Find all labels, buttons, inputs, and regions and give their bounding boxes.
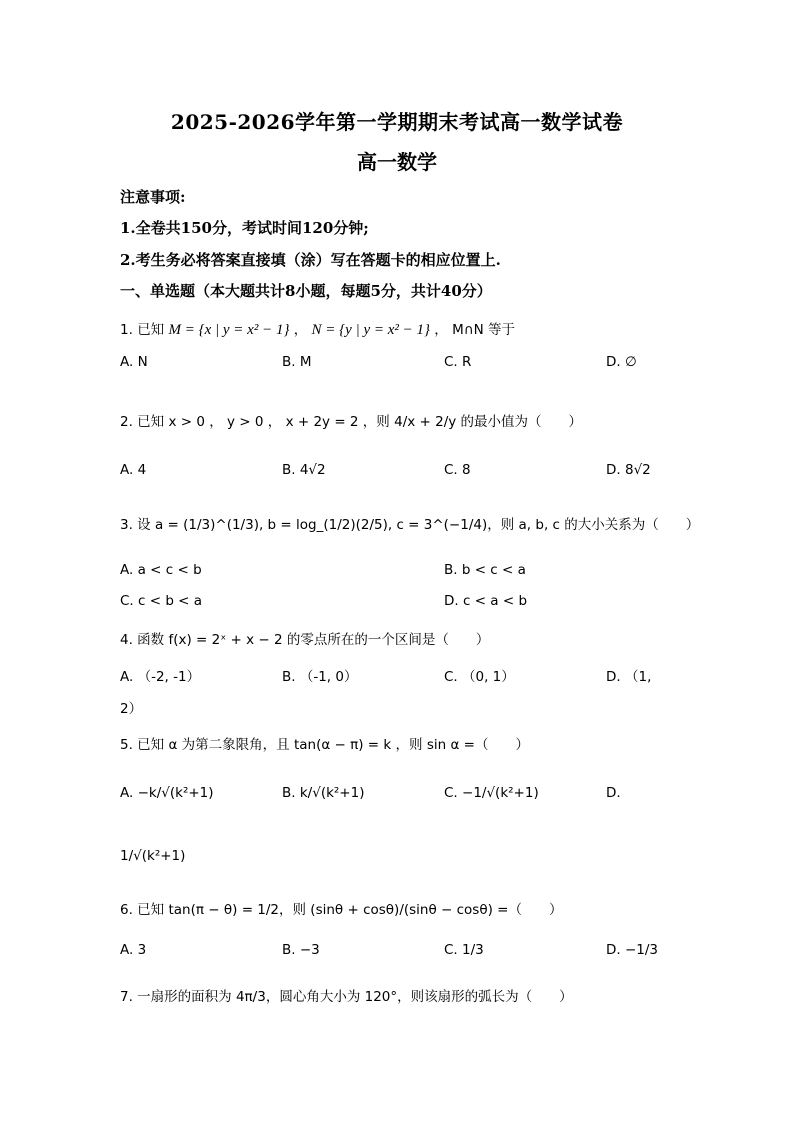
option-d[interactable]: D. （1,	[606, 669, 652, 685]
exam-subtitle: 高一数学	[357, 150, 437, 174]
option-b[interactable]: B. 4√2	[282, 462, 326, 478]
question-text: 已知	[137, 322, 165, 338]
option-c[interactable]: C. R	[444, 354, 472, 370]
option-d-continued: 1/√(k²+1)	[120, 848, 186, 864]
option-b[interactable]: B. k/√(k²+1)	[282, 785, 365, 801]
notes-heading: 注意事项:	[120, 188, 186, 206]
set-n: N = {y | y = x² − 1}	[311, 322, 430, 338]
option-d-continued: 2）	[120, 701, 143, 717]
section-heading: 一、单选题（本大题共计8小题，每题5分，共计40分）	[120, 282, 492, 300]
option-b[interactable]: B. b < c < a	[444, 562, 526, 578]
question-2: 2. 已知 x > 0 ， y > 0 ， x + 2y = 2 ，则 4/x + 2/y 的最小值为（ ）	[120, 414, 583, 430]
option-d[interactable]: D. c < a < b	[444, 593, 528, 609]
option-d[interactable]: D. −1/3	[606, 942, 659, 958]
option-d[interactable]: D. 8√2	[606, 462, 651, 478]
option-c[interactable]: C. （0, 1）	[444, 669, 515, 685]
option-d[interactable]: D. ∅	[606, 354, 637, 370]
option-a[interactable]: A. 3	[120, 942, 147, 958]
set-m: M = {x | y = x² − 1}	[168, 322, 290, 338]
notes-item-1: 1.全卷共150分，考试时间120分钟;	[120, 219, 369, 237]
option-c[interactable]: C. −1/√(k²+1)	[444, 785, 539, 801]
option-a[interactable]: A. a < c < b	[120, 562, 202, 578]
option-a[interactable]: A. 4	[120, 462, 147, 478]
question-7: 7. 一扇形的面积为 4π/3，圆心角大小为 120°，则该扇形的弧长为（ ）	[120, 989, 573, 1005]
question-3: 3. 设 a = (1/3)^(1/3), b = log_(1/2)(2/5), c = 3^(−1/4)，则 a, b, c 的大小关系为（ ）	[120, 517, 700, 533]
notes-item-2: 2.考生务必将答案直接填（涂）写在答题卡的相应位置上.	[120, 251, 501, 269]
option-b[interactable]: B. −3	[282, 942, 320, 958]
option-c[interactable]: C. 1/3	[444, 942, 484, 958]
question-4: 4. 函数 f(x) = 2ˣ + x − 2 的零点所在的一个区间是（ ）	[120, 632, 490, 648]
question-1: 1. 已知 M = {x | y = x² − 1} ， N = {y | y = x² − 1} ， M∩N 等于	[120, 322, 516, 338]
option-a[interactable]: A. −k/√(k²+1)	[120, 785, 214, 801]
option-d[interactable]: D.	[606, 785, 621, 801]
question-6: 6. 已知 tan(π − θ) = 1/2，则 (sinθ + cosθ)/(sinθ − cosθ) =（ ）	[120, 902, 563, 918]
option-b[interactable]: B. M	[282, 354, 312, 370]
option-a[interactable]: A. N	[120, 354, 148, 370]
question-number: 1.	[120, 322, 133, 338]
question-tail: ， M∩N 等于	[434, 322, 516, 338]
option-a[interactable]: A. （-2, -1）	[120, 669, 201, 685]
question-5: 5. 已知 α 为第二象限角，且 tan(α − π) = k ，则 sin α =（ ）	[120, 737, 529, 753]
exam-title: 2025-2026学年第一学期期末考试高一数学试卷	[170, 110, 624, 134]
option-c[interactable]: C. c < b < a	[120, 593, 203, 609]
option-b[interactable]: B. （-1, 0）	[282, 669, 358, 685]
option-c[interactable]: C. 8	[444, 462, 471, 478]
